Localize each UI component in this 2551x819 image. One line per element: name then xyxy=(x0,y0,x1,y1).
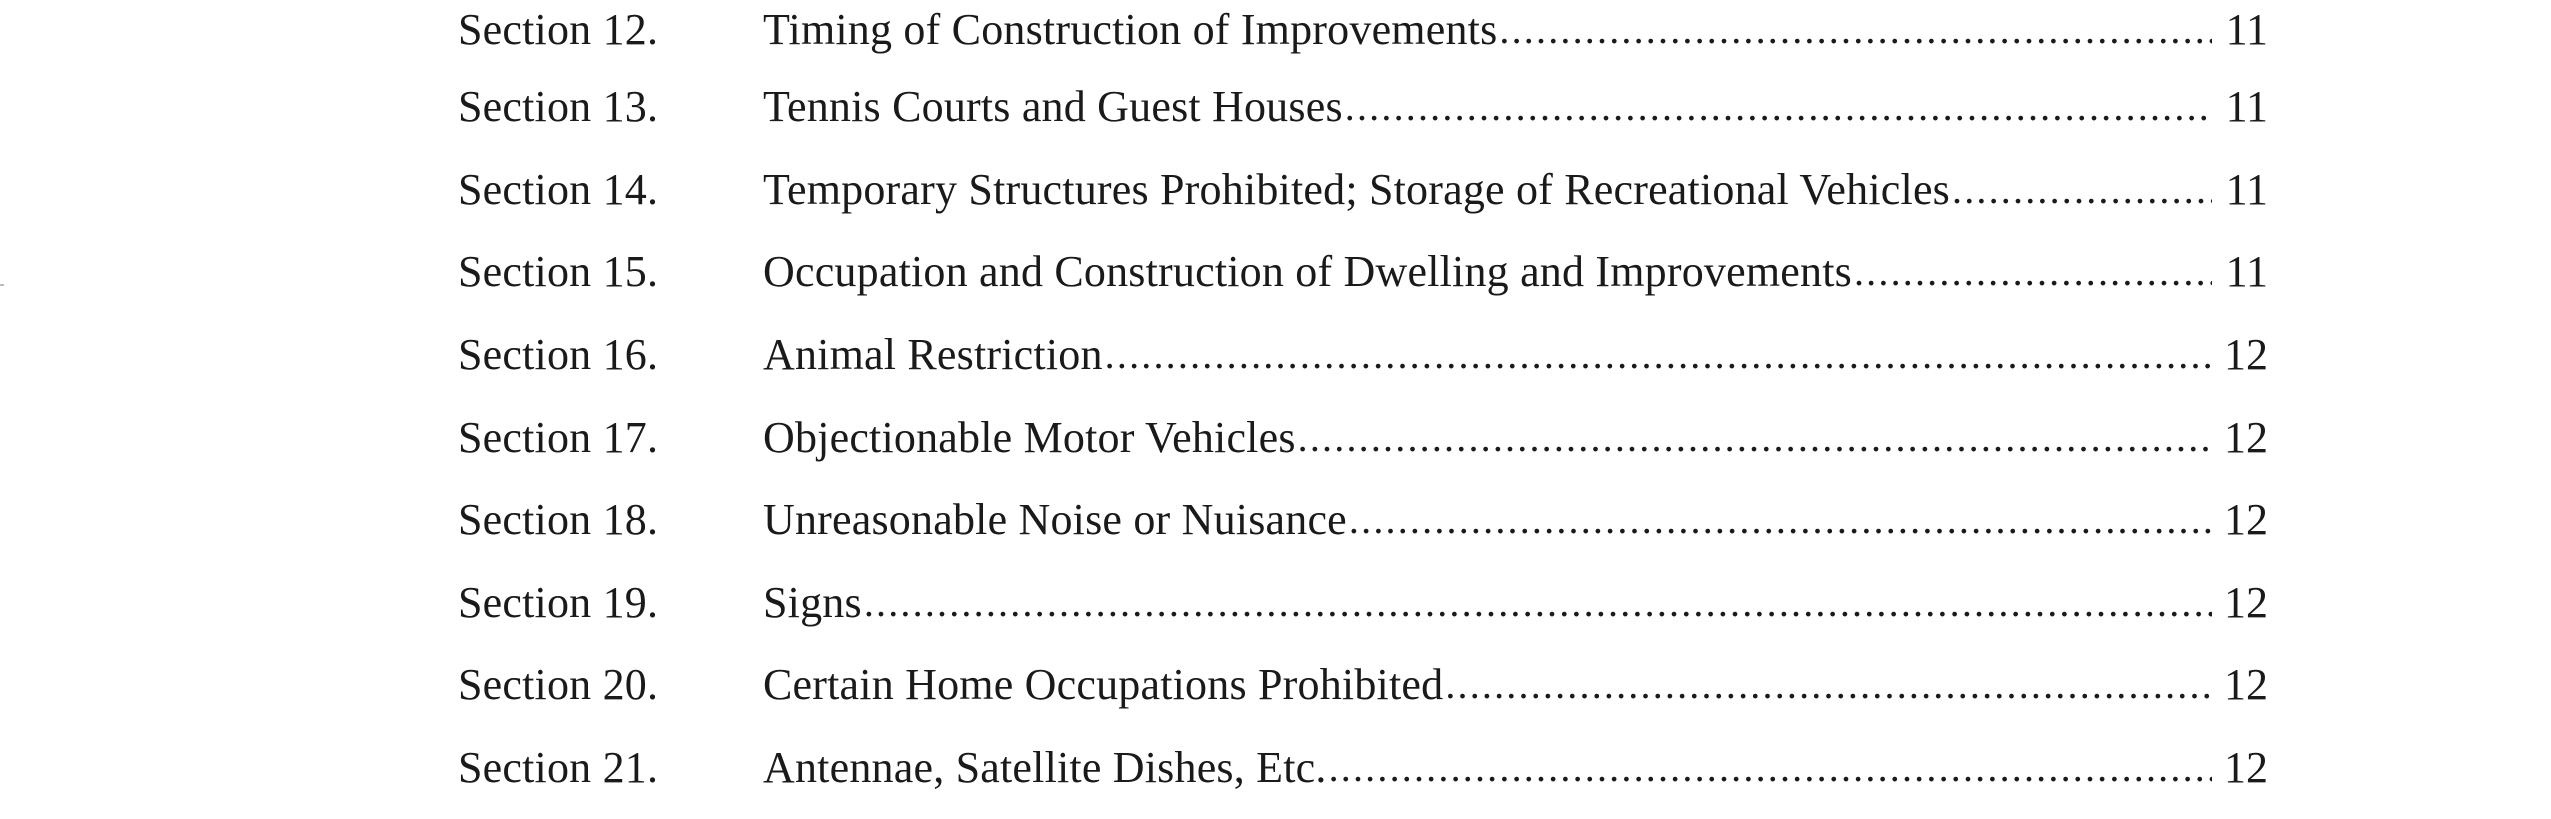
section-title: Tennis Courts and Guest Houses xyxy=(763,82,1343,132)
section-title: Unreasonable Noise or Nuisance xyxy=(763,495,1347,545)
page-number: 12 xyxy=(2224,495,2268,545)
section-title: Temporary Structures Prohibited; Storage of Recreational Vehicles xyxy=(763,164,1950,214)
dot-leader xyxy=(1854,250,2212,294)
toc-entry-section-14 xyxy=(458,149,2268,232)
section-number: Section 17. xyxy=(458,412,659,462)
section-number: Section 16. xyxy=(458,330,659,380)
section-number: Section 20. xyxy=(458,660,659,710)
dot-leader xyxy=(1105,333,2212,377)
section-number: Section 18. xyxy=(458,495,659,545)
page-number: 11 xyxy=(2225,82,2268,132)
section-number: Section 15. xyxy=(458,247,659,297)
dot-leader xyxy=(1499,8,2212,52)
dot-leader xyxy=(1445,663,2212,707)
section-number: Section 12. xyxy=(458,5,659,54)
page-number: 12 xyxy=(2224,412,2268,462)
toc-entry-section-13 xyxy=(458,66,2268,149)
section-title: Objectionable Motor Vehicles xyxy=(763,412,1296,462)
dot-leader xyxy=(1329,746,2212,790)
dot-leader xyxy=(1952,168,2212,212)
toc-entry-section-19 xyxy=(458,562,2268,645)
section-title: Signs xyxy=(763,577,862,627)
toc-entry-section-16 xyxy=(458,314,2268,397)
section-number: Section 21. xyxy=(458,743,659,793)
page-number: 12 xyxy=(2224,743,2268,793)
toc-entry-section-18 xyxy=(458,479,2268,562)
page-number: 11 xyxy=(2225,5,2268,54)
page-number: 12 xyxy=(2224,330,2268,380)
dot-leader xyxy=(1345,85,2212,129)
toc-entry-section-20 xyxy=(458,644,2268,727)
section-title: Certain Home Occupations Prohibited xyxy=(763,660,1444,710)
page-number: 12 xyxy=(2224,577,2268,627)
section-number: Section 19. xyxy=(458,577,659,627)
section-number: Section 14. xyxy=(458,164,659,214)
toc-entry-section-12 xyxy=(458,0,2268,66)
dot-leader xyxy=(1349,498,2212,542)
toc-entry-section-21 xyxy=(458,727,2268,810)
scan-margin-mark xyxy=(0,284,4,286)
toc-entry-section-17 xyxy=(458,396,2268,479)
page-number: 11 xyxy=(2225,247,2268,297)
section-title: Occupation and Construction of Dwelling and Improvements xyxy=(763,247,1852,297)
table-of-contents xyxy=(458,0,2268,809)
section-number: Section 13. xyxy=(458,82,659,132)
page-number: 12 xyxy=(2224,660,2268,710)
section-title: Antennae, Satellite Dishes, Etc. xyxy=(763,743,1327,793)
section-title: Animal Restriction xyxy=(763,330,1103,380)
dot-leader xyxy=(864,581,2212,625)
page-number: 11 xyxy=(2225,164,2268,214)
toc-entry-section-15 xyxy=(458,231,2268,314)
section-title: Timing of Construction of Improvements xyxy=(763,5,1498,54)
dot-leader xyxy=(1298,416,2212,460)
